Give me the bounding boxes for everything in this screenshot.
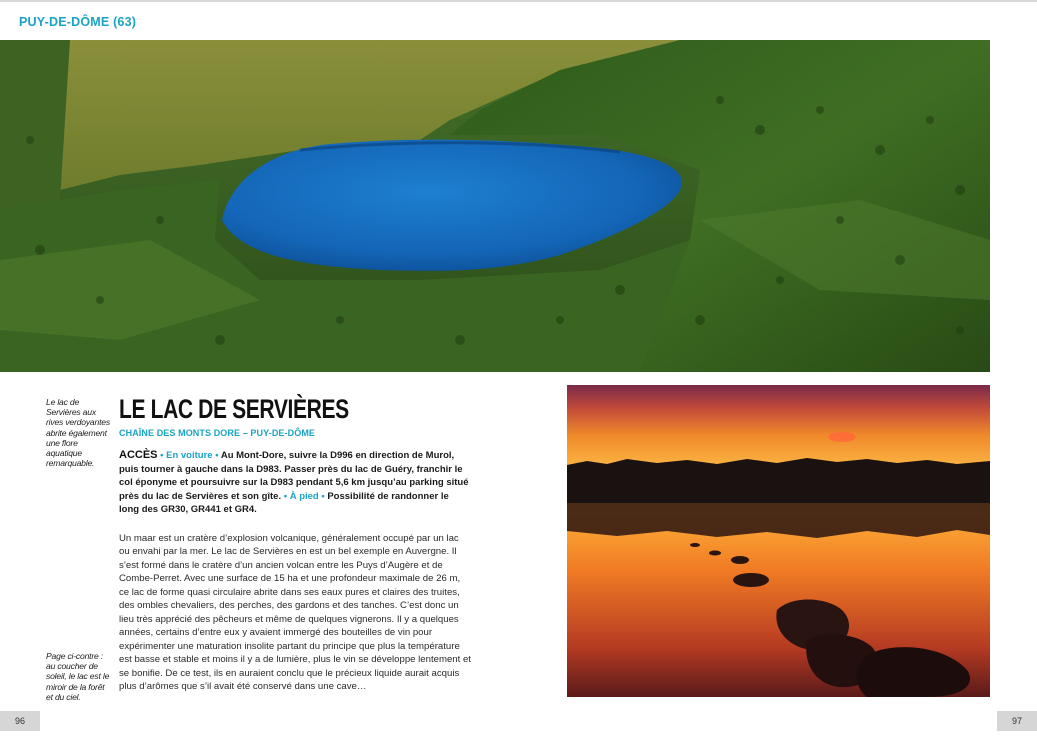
article-title: LE LAC DE SERVIÈRES [119, 394, 349, 424]
article-body: Un maar est un cratère d’explosion volcanique, généralement occupé par un lac ou envahi par la mer. Le lac de Servières en est un bel exemple en Auvergne. Il s’est formé dans le cratère d’un ancien volcan entre les Puys d’Augère et de Combe-Perret. Avec une surface de 15 ha et une profondeur maximale de 26 m, ce lac de forme quasi circulaire abrite dans ses eaux pures et claires des truites, des ombles chevaliers, des perches, des gardons et des tanches. C’est donc un lieu très apprécié des pêcheurs et même de quelques vignerons. Il y a quelques années, certains d’entre eux y avaient immergé des bouteilles de vin pour expérimenter une maturation insolite partant du principe que plus la température est basse et stable et moins il y a de lumière, plus le vin se développe lentement et se bonifie. De ce test, ils en auraient conclu que le précieux liquide aurait acquis plus d’arômes que s’il avait été conservé dans une cave… [119, 533, 471, 692]
aerial-lake-photo [0, 40, 990, 372]
photo-caption-top: Le lac de Servières aux rives verdoyantes abrite également une flore aquatique remarquable. [46, 397, 110, 469]
sunset-lake-photo [567, 385, 990, 697]
photo-caption-bottom: Page ci-contre : au coucher de soleil, le lac est le miroir de la forêt et du ciel. [46, 651, 110, 702]
article-subtitle: CHAÎNE DES MONTS DORE – PUY-DE-DÔME [119, 428, 316, 438]
header-rule [0, 0, 1037, 2]
page-number-right: 97 [997, 711, 1037, 731]
page-number-left: 96 [0, 711, 40, 731]
access-paragraph [119, 449, 469, 517]
access-foot-text: Possibilité de randonner le long des GR30, GR441 et GR4. [119, 490, 449, 516]
section-title: PUY-DE-DÔME (63) [19, 15, 137, 29]
access-car-text: Au Mont-Dore, suivre la D996 en direction de Murol, puis tourner à gauche dans la D983. Passer près du lac de Guéry, franchir le col éponyme et poursuivre sur la D983 pendant 5,6 km jusqu’au parking situé près du lac de Servières et son gîte. [119, 450, 469, 502]
access-foot-mode: • À pied • [283, 490, 325, 502]
access-label: ACCÈS [119, 449, 158, 461]
access-car-mode: • En voiture • [160, 450, 219, 461]
